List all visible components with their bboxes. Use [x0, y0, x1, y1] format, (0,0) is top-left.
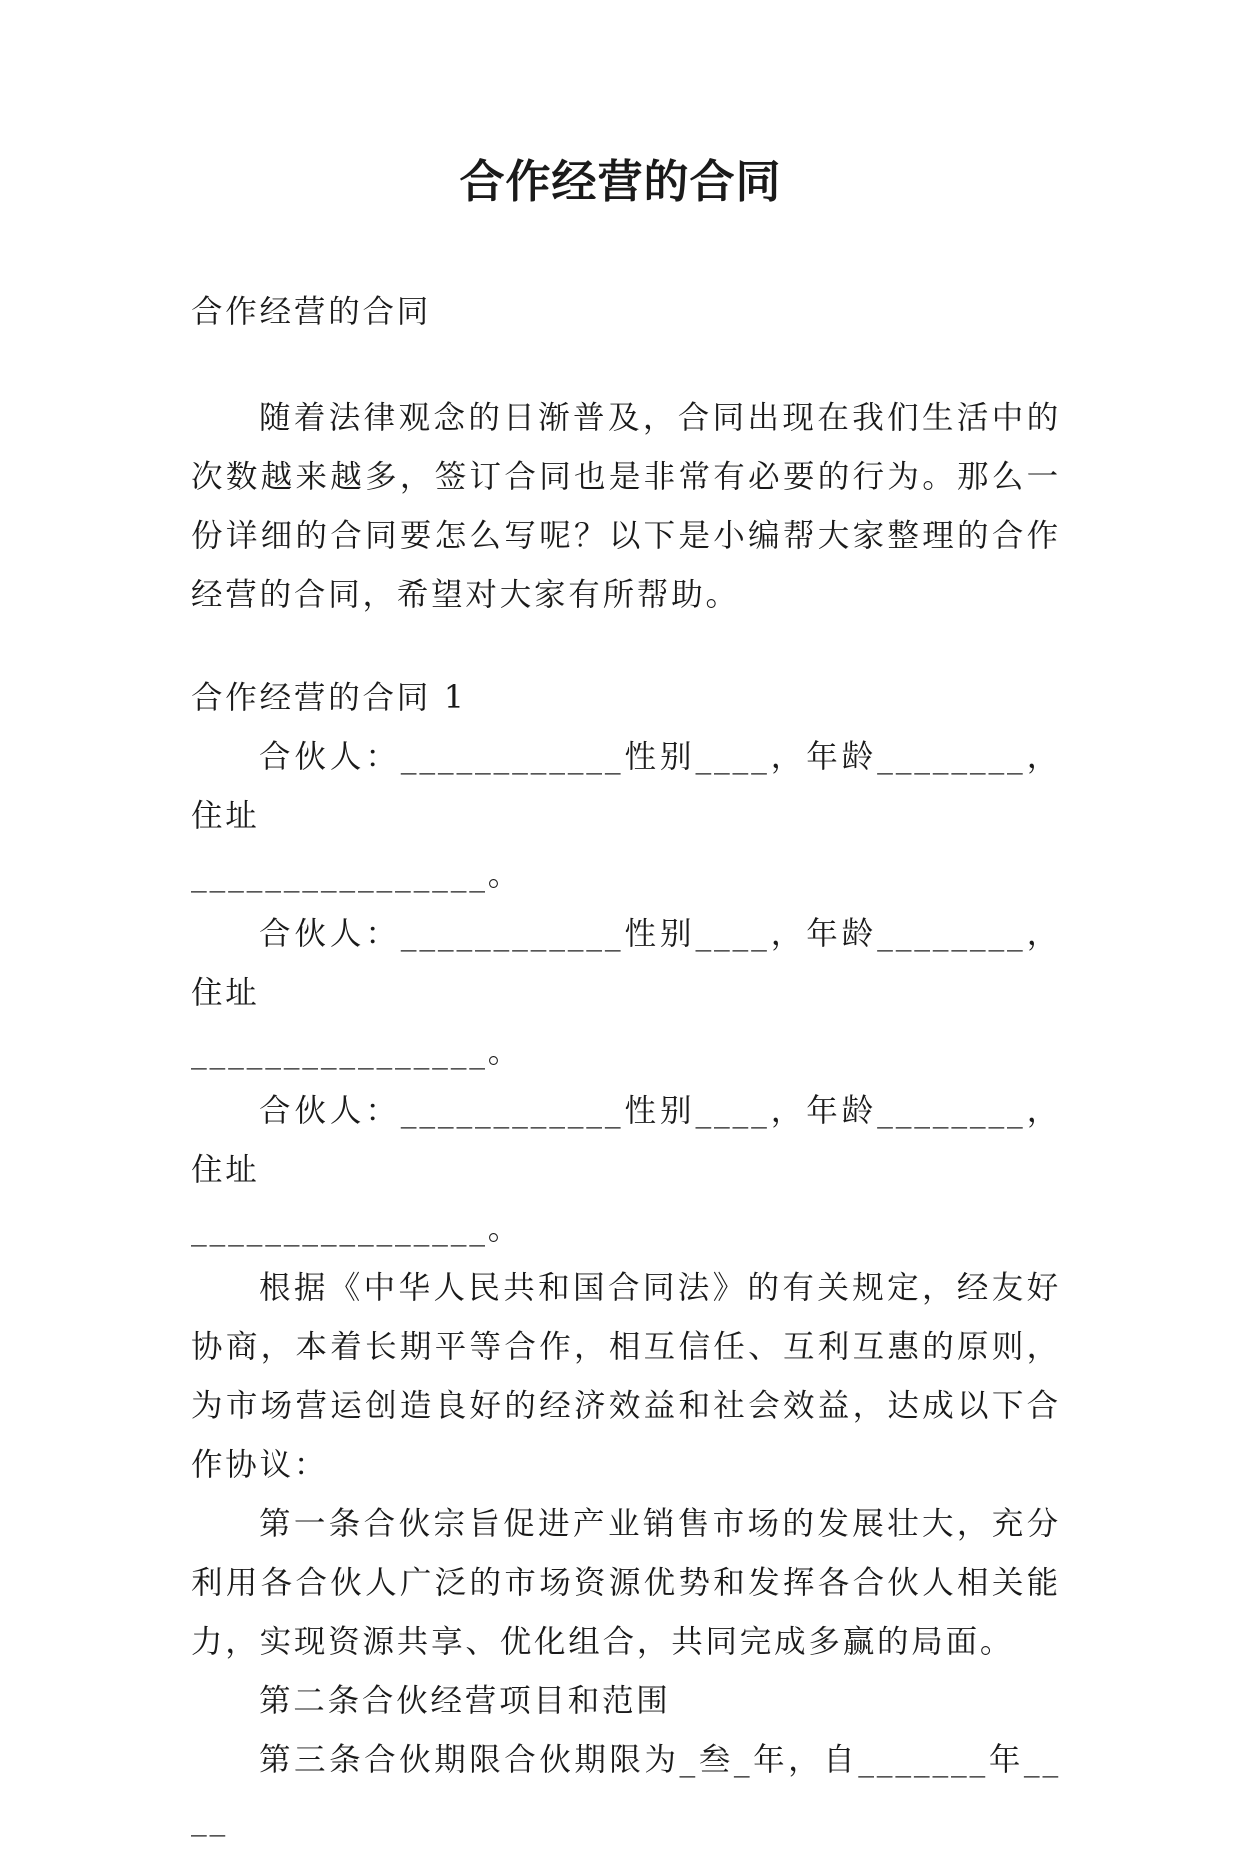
document-body — [191, 283, 1061, 1849]
intro-paragraph: 随着法律观念的日渐普及，合同出现在我们生活中的次数越来越多，签订合同也是非常有必要的行为。那么一份详细的合同要怎么写呢？以下是小编帮大家整理的合作经营的合同，希望对大家有所帮助。 — [191, 400, 1061, 613]
document-subtitle: 合作经营的合同 — [191, 294, 432, 330]
article-1: 第一条合伙宗旨促进产业销售市场的发展壮大，充分利用各合伙人广泛的市场资源优势和发挥各合伙人相关能力，实现资源共享、优化组合，共同完成多赢的局面。 — [191, 1506, 1061, 1660]
spacer — [191, 342, 1061, 389]
partner-line: 合伙人：____________性别____，年龄________，住址 — [191, 739, 1061, 834]
spacer — [191, 625, 1061, 669]
partner-line: 合伙人：____________性别____，年龄________，住址 — [191, 916, 1061, 1011]
partner-address-blank: ________________。 — [191, 857, 523, 893]
partner-address-blank: ________________。 — [191, 1211, 523, 1247]
preamble-paragraph: 根据《中华人民共和国合同法》的有关规定，经友好协商，本着长期平等合作，相互信任、互利互惠的原则，为市场营运创造良好的经济效益和社会效益，达成以下合作协议： — [191, 1270, 1061, 1483]
article-2: 第二条合伙经营项目和范围 — [259, 1683, 671, 1719]
section-heading: 合作经营的合同 1 — [191, 680, 467, 716]
partner-address-blank: ________________。 — [191, 1034, 523, 1070]
document-title: 合作经营的合同 — [459, 155, 782, 208]
partner-line: 合伙人：____________性别____，年龄________，住址 — [191, 1093, 1061, 1188]
article-3: 第三条合伙期限合伙期限为_叁_年，自_______年____ — [191, 1742, 1061, 1837]
